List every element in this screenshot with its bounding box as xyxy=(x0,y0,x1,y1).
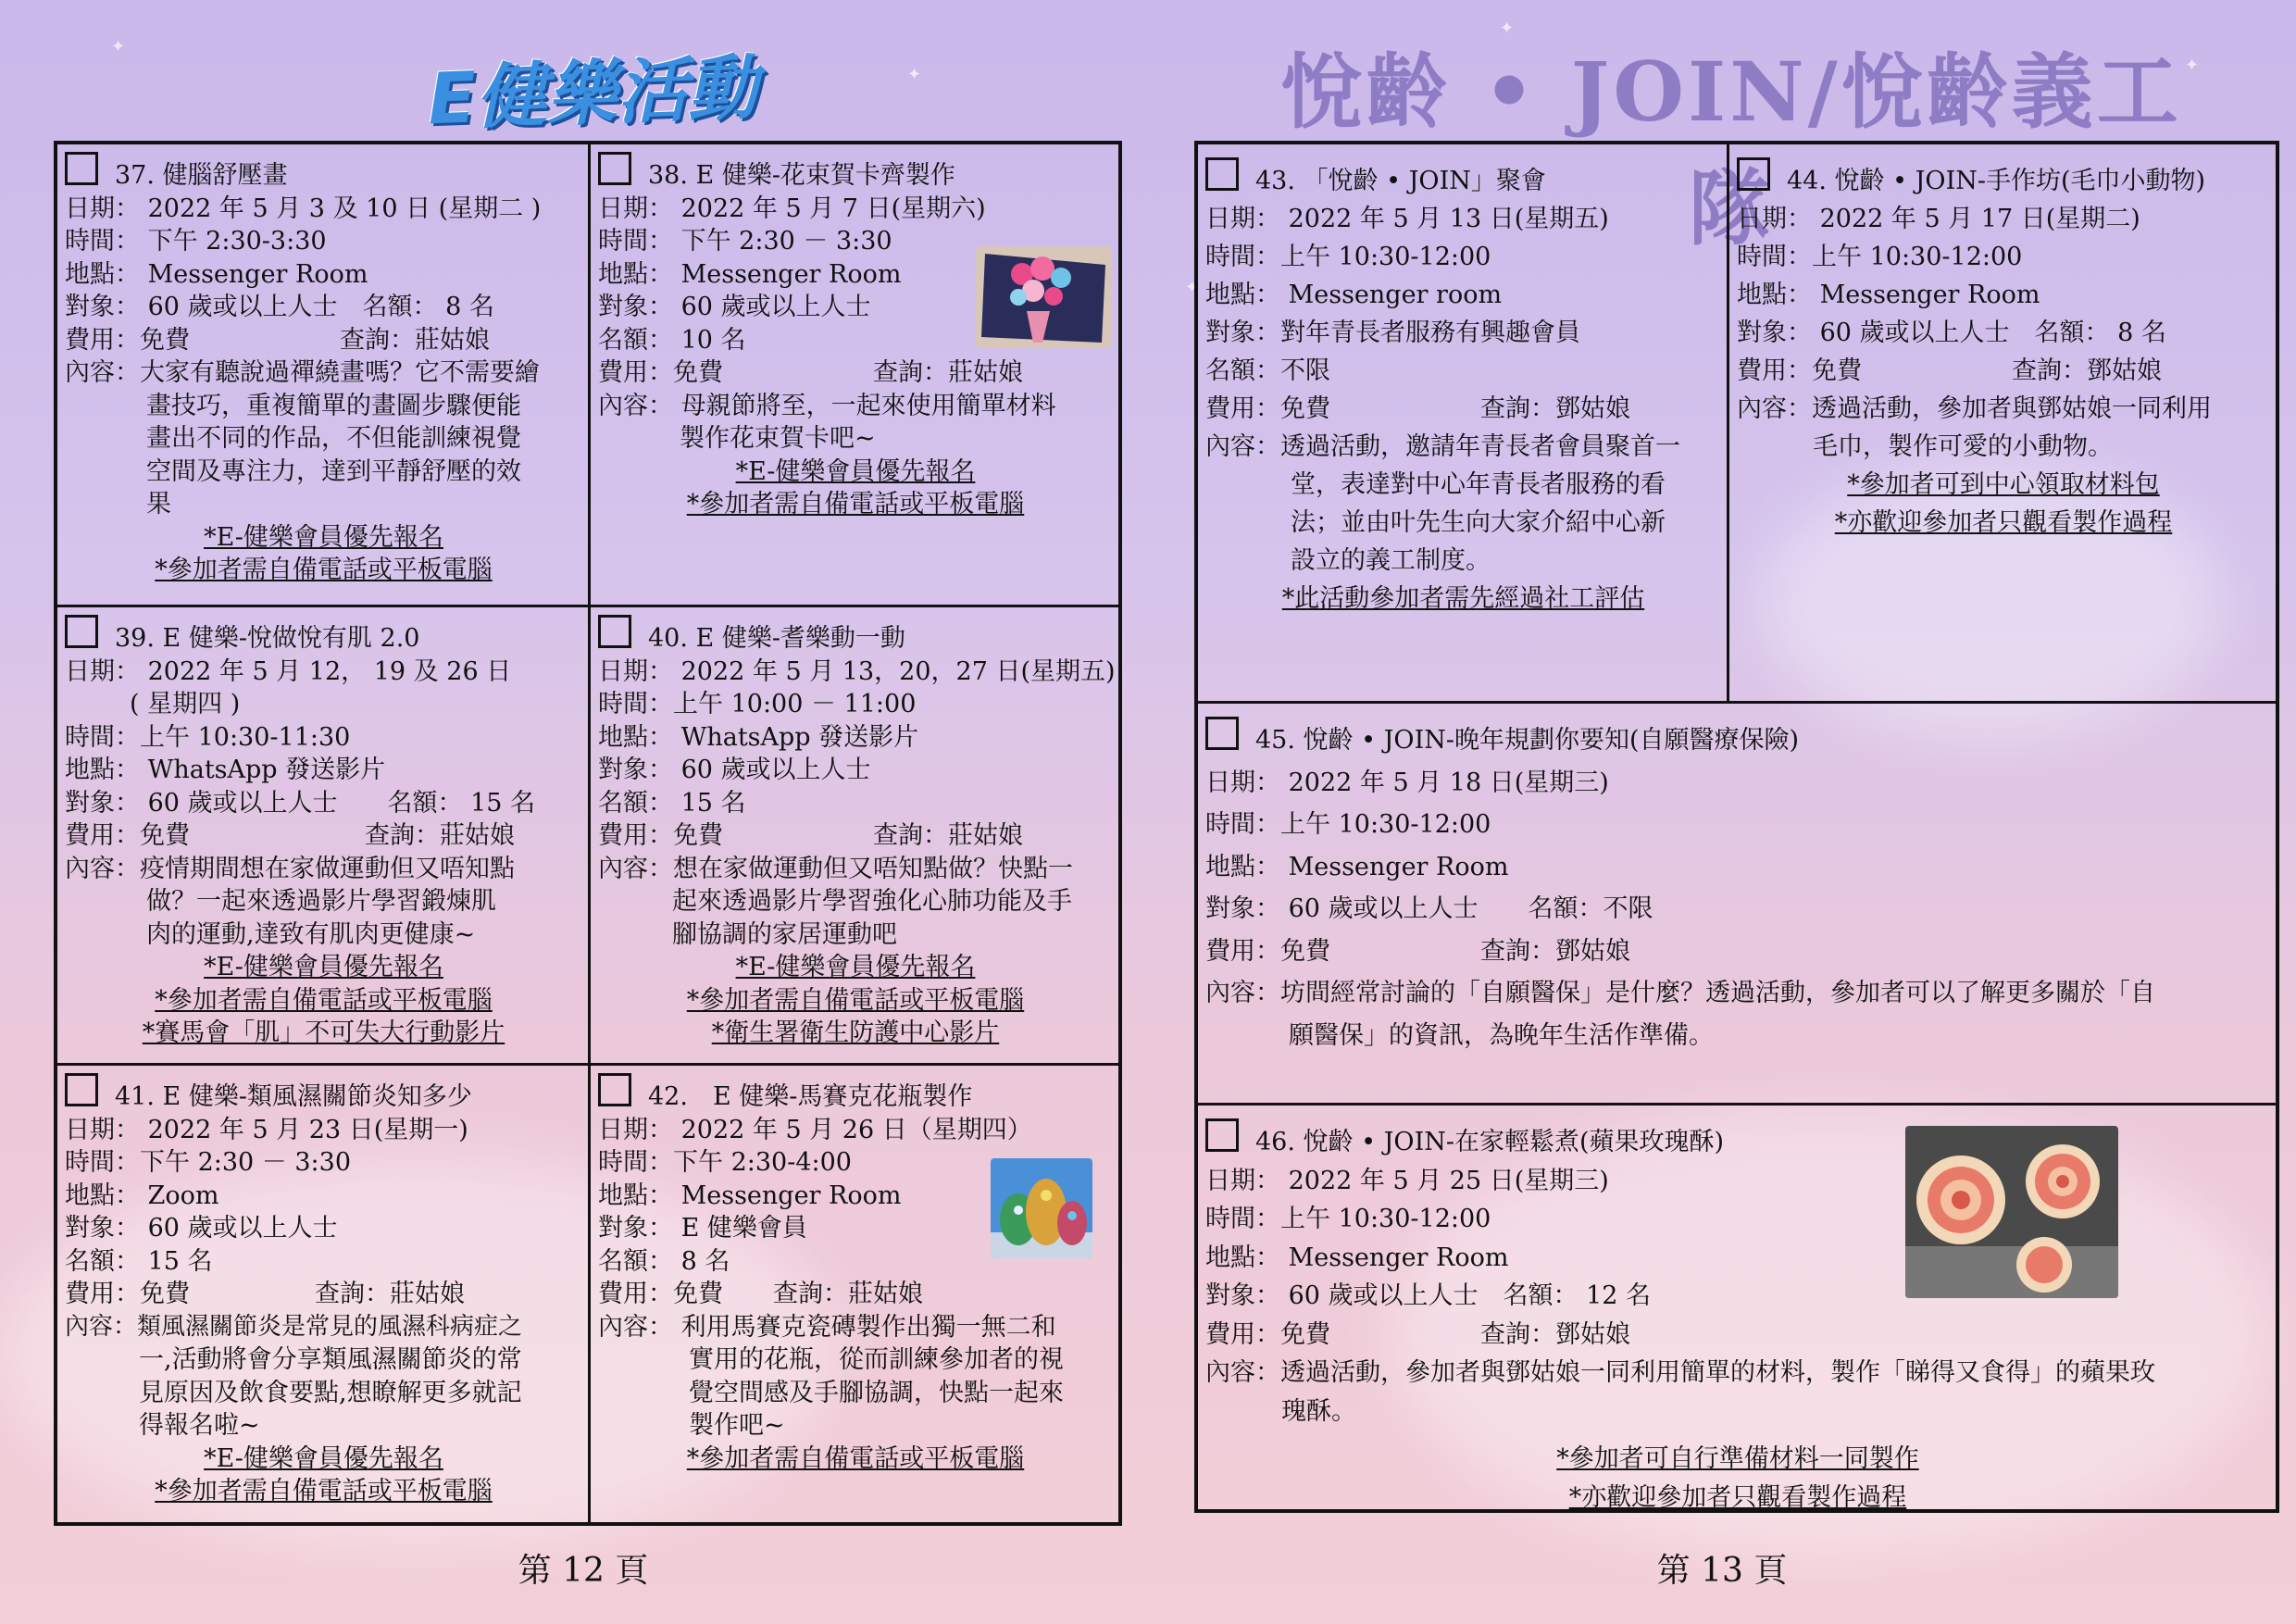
activity-card-38 xyxy=(591,144,1118,607)
activity-note: *參加者需自備電話或平板電腦 xyxy=(686,490,1025,518)
activity-note: *參加者可到中心領取材料包 xyxy=(1847,470,2160,499)
sparkle-decoration: ✦ xyxy=(2185,56,2200,75)
activity-title: 38. E 健樂-花束賀卡齊製作 xyxy=(648,161,955,190)
activity-content: 空間及專注力，達到平靜舒壓的效 xyxy=(146,456,521,486)
activity-title: 42. E 健樂-馬賽克花瓶製作 xyxy=(648,1082,973,1111)
activity-note: *參加者需自備電話或平板電腦 xyxy=(155,985,493,1015)
activity-content: 堂，表達對中心年青長者服務的看 xyxy=(1291,470,1666,499)
activity-content: 內容： 利用馬賽克瓷磚製作出獨一無二和 xyxy=(598,1312,1056,1342)
activity-grid xyxy=(1194,141,2279,1513)
sparkle-decoration: ✦ xyxy=(907,65,922,84)
activity-target: 對象： 60 歲或以上人士 名額： 15 名 xyxy=(65,788,536,818)
activity-date: 日期： 2022 年 5 月 13，20，27 日(星期五) xyxy=(598,656,1116,686)
checkbox[interactable] xyxy=(65,615,98,648)
activity-note: *亦歡迎參加者只觀看製作過程 xyxy=(1568,1482,1907,1512)
apple-rose-pastry-photo xyxy=(1905,1126,2118,1298)
activity-content: 覺空間感及手腳協調，快點一起來 xyxy=(689,1378,1064,1407)
activity-place: 地點： Messenger Room xyxy=(598,1181,902,1210)
activity-content: 果 xyxy=(146,490,171,518)
activity-place: 地點： Messenger Room xyxy=(65,259,368,289)
activity-content: 實用的花瓶，從而訓練參加者的視 xyxy=(689,1345,1064,1374)
activity-title: 40. E 健樂-耆樂動一動 xyxy=(648,624,905,653)
sparkle-decoration: ✦ xyxy=(1500,19,1515,38)
activity-quota: 名額：不限 xyxy=(1205,356,1330,385)
activity-note: *此活動參加者需先經過社工評估 xyxy=(1281,584,1645,613)
activity-fee: 費用：免費 查詢：鄧姑娘 xyxy=(1205,1319,1630,1349)
activity-title: 37. 健腦舒壓畫 xyxy=(115,161,288,190)
activity-target: 對象： E 健樂會員 xyxy=(598,1214,807,1243)
activity-place: 地點： Zoom xyxy=(65,1181,219,1210)
activity-date: 日期： 2022 年 5 月 26 日（星期四） xyxy=(598,1115,1032,1144)
activity-date: 日期： 2022 年 5 月 17 日(星期二) xyxy=(1737,205,2140,233)
activity-content: 內容：類風濕關節炎是常見的風濕科病症之 xyxy=(65,1312,523,1341)
activity-note: *E-健樂會員優先報名 xyxy=(204,953,443,981)
activity-grid xyxy=(54,141,1122,1526)
activity-content: 內容：透過活動，邀請年青長者會員聚首一 xyxy=(1205,432,1680,461)
activity-time: 時間：上午 10:30-12:00 xyxy=(1205,1205,1491,1233)
activity-content: 畫技巧，重複簡單的畫圖步驟便能 xyxy=(146,391,521,420)
page-number: 第 12 頁 xyxy=(518,1552,649,1590)
sparkle-decoration: ✦ xyxy=(111,37,126,56)
activity-card-46 xyxy=(1198,1106,2276,1512)
activity-note: *參加者可自行準備材料一同製作 xyxy=(1556,1444,1919,1473)
activity-content: 得報名啦~ xyxy=(139,1411,260,1440)
activity-place: 地點： Messenger Room xyxy=(1205,852,1509,881)
activity-note: *賽馬會「肌」不可失大行動影片 xyxy=(142,1018,505,1047)
activity-title: 41. E 健樂-類風濕關節炎知多少 xyxy=(115,1082,472,1111)
checkbox[interactable] xyxy=(598,1073,631,1106)
activity-target: 對象： 60 歲或以上人士 xyxy=(598,756,871,784)
page-13 xyxy=(1148,0,2296,1624)
activity-fee: 費用：免費 查詢：莊姑娘 xyxy=(65,821,515,850)
activity-quota: 名額： 8 名 xyxy=(598,1246,730,1276)
activity-title: 46. 悅齡 • JOIN-在家輕鬆煮(蘋果玫瑰酥) xyxy=(1255,1128,1725,1156)
activity-card-37 xyxy=(57,144,591,607)
activity-place: 地點： Messenger room xyxy=(1205,281,1503,309)
activity-date: 日期： 2022 年 5 月 7 日(星期六) xyxy=(598,194,986,223)
activity-content: 做？一起來透過影片學習鍛煉肌 xyxy=(146,887,496,916)
activity-fee: 費用：免費 查詢：莊姑娘 xyxy=(65,325,490,355)
activity-date: 日期： 2022 年 5 月 25 日(星期三) xyxy=(1205,1166,1609,1195)
page-title: 悅齡 • JOIN/悅齡義工隊 xyxy=(1280,44,2182,256)
activity-content: 設立的義工制度。 xyxy=(1291,546,1491,575)
activity-content: 一,活動將會分享類風濕關節炎的常 xyxy=(139,1345,522,1374)
activity-title: 39. E 健樂-悅做悅有肌 2.0 xyxy=(115,624,420,653)
checkbox[interactable] xyxy=(1205,1118,1239,1152)
activity-note: *參加者需自備電話或平板電腦 xyxy=(686,985,1025,1015)
activity-content: 內容：疫情期間想在家做運動但又唔知點 xyxy=(65,854,515,883)
activity-content: 瑰酥。 xyxy=(1281,1396,1356,1426)
activity-content: 願醫保」的資訊，為晚年生活作準備。 xyxy=(1289,1020,1714,1050)
activity-target: 對象：對年青長者服務有興趣會員 xyxy=(1205,319,1580,347)
activity-note: *參加者需自備電話或平板電腦 xyxy=(155,556,493,584)
activity-place: 地點： Messenger Room xyxy=(1205,1243,1509,1272)
activity-fee: 費用：免費 查詢：鄧姑娘 xyxy=(1205,394,1630,423)
activity-time: 時間：上午 10:30-12:00 xyxy=(1737,243,2023,271)
activity-content: 見原因及飲食要點,想瞭解更多就記 xyxy=(139,1378,522,1407)
activity-date: 日期： 2022 年 5 月 23 日(星期一) xyxy=(65,1115,468,1144)
activity-time: 時間：上午 10:30-12:00 xyxy=(1205,810,1491,839)
activity-card-41 xyxy=(57,1066,591,1522)
activity-note: *E-健樂會員優先報名 xyxy=(204,522,443,552)
activity-quota: 名額： 10 名 xyxy=(598,325,746,355)
activity-date-weekday: ( 星期四 ) xyxy=(130,690,241,718)
activity-target: 對象： 60 歲或以上人士 xyxy=(65,1214,338,1243)
page-number: 第 13 頁 xyxy=(1656,1552,1788,1590)
activity-content: 腳協調的家居運動吧 xyxy=(672,919,897,949)
activity-content: 內容：大家有聽說過禪繞畫嗎？它不需要繪 xyxy=(65,358,540,387)
activity-time: 時間： 下午 2:30 － 3:30 xyxy=(598,227,892,256)
activity-content: 肉的運動,達致有肌肉更健康~ xyxy=(146,919,476,949)
checkbox[interactable] xyxy=(65,152,98,185)
activity-content: 內容： 母親節將至，一起來使用簡單材料 xyxy=(598,391,1056,420)
activity-note: *參加者需自備電話或平板電腦 xyxy=(686,1443,1025,1473)
activity-content: 內容：坊間經常討論的「自願醫保」是什麼？透過活動，參加者可以了解更多關於「自 xyxy=(1205,979,2155,1007)
activity-date: 日期： 2022 年 5 月 3 及 10 日 (星期二 ) xyxy=(65,194,542,223)
activity-content: 製作花束賀卡吧~ xyxy=(680,424,876,453)
activity-card-40 xyxy=(591,607,1118,1066)
checkbox[interactable] xyxy=(1205,717,1239,750)
activity-card-43 xyxy=(1198,144,1729,704)
activity-fee: 費用：免費 查詢：莊姑娘 xyxy=(598,1280,923,1308)
activity-time: 時間：上午 10:30-11:30 xyxy=(65,722,351,752)
activity-fee: 費用：免費 查詢：鄧姑娘 xyxy=(1737,356,2162,385)
activity-note: *E-健樂會員優先報名 xyxy=(735,456,976,486)
activity-time: 時間：下午 2:30 － 3:30 xyxy=(65,1148,352,1177)
checkbox[interactable] xyxy=(598,615,631,648)
activity-card-44 xyxy=(1729,144,2276,704)
activity-quota: 名額： 15 名 xyxy=(65,1246,213,1276)
checkbox[interactable] xyxy=(1205,157,1239,191)
activity-date: 日期： 2022 年 5 月 18 日(星期三) xyxy=(1205,768,1609,797)
activity-time: 時間： 下午 2:30-3:30 xyxy=(65,227,327,256)
activity-card-39 xyxy=(57,607,591,1066)
activity-title: 45. 悅齡 • JOIN-晚年規劃你要知(自願醫療保險) xyxy=(1255,726,1800,755)
checkbox[interactable] xyxy=(1737,157,1770,191)
activity-content: 毛巾，製作可愛的小動物。 xyxy=(1813,432,2113,461)
activity-date: 日期： 2022 年 5 月 13 日(星期五) xyxy=(1205,205,1609,233)
activity-place: 地點： Messenger Room xyxy=(1737,281,2040,309)
activity-note: *E-健樂會員優先報名 xyxy=(204,1443,443,1473)
activity-note: *亦歡迎參加者只觀看製作過程 xyxy=(1834,508,2173,537)
activity-fee: 費用：免費 查詢：鄧姑娘 xyxy=(1205,936,1630,966)
activity-place: 地點： WhatsApp 發送影片 xyxy=(598,722,919,752)
activity-card-45 xyxy=(1198,704,2276,1106)
mosaic-vase-photo xyxy=(991,1158,1092,1258)
activity-place: 地點： Messenger Room xyxy=(598,259,902,289)
activity-content: 製作吧~ xyxy=(689,1411,785,1440)
activity-content: 內容：透過活動，參加者與鄧姑娘一同利用簡單的材料，製作「睇得又食得」的蘋果玫 xyxy=(1205,1358,2155,1387)
activity-content: 法；並由叶先生向大家介紹中心新 xyxy=(1291,508,1666,537)
activity-quota: 名額： 15 名 xyxy=(598,788,746,818)
activity-place: 地點： WhatsApp 發送影片 xyxy=(65,756,386,784)
activity-note: *E-健樂會員優先報名 xyxy=(735,953,976,981)
activity-target: 對象： 60 歲或以上人士 名額：不限 xyxy=(1205,894,1653,923)
activity-note: *參加者需自備電話或平板電腦 xyxy=(155,1477,493,1505)
activity-target: 對象： 60 歲或以上人士 名額： 8 名 xyxy=(1737,319,2166,347)
activity-time: 時間：上午 10:30-12:00 xyxy=(1205,243,1491,271)
activity-fee: 費用：免費 查詢：莊姑娘 xyxy=(598,358,1023,387)
activity-title: 43. 「悅齡 • JOIN」聚會 xyxy=(1255,167,1546,195)
activity-content: 內容：透過活動，參加者與鄧姑娘一同利用 xyxy=(1737,394,2212,423)
activity-target: 對象： 60 歲或以上人士 xyxy=(598,293,871,321)
activity-title: 44. 悅齡 • JOIN-手作坊(毛巾小動物) xyxy=(1787,167,2206,195)
activity-note: *衛生署衛生防護中心影片 xyxy=(711,1018,1000,1047)
activity-content: 內容：想在家做運動但又唔知點做？快點一 xyxy=(598,854,1073,883)
sparkle-decoration: ✦ xyxy=(1185,278,1200,297)
checkbox[interactable] xyxy=(65,1073,98,1106)
activity-time: 時間：上午 10:00 － 11:00 xyxy=(598,690,917,718)
activity-content: 畫出不同的作品，不但能訓練視覺 xyxy=(146,424,521,453)
activity-date: 日期： 2022 年 5 月 12， 19 及 26 日 xyxy=(65,656,512,686)
page-title: E健樂活動 xyxy=(426,45,759,141)
activity-target: 對象： 60 歲或以上人士 名額： 12 名 xyxy=(1205,1281,1652,1310)
activity-card-42 xyxy=(591,1066,1118,1522)
checkbox[interactable] xyxy=(598,152,631,185)
activity-fee: 費用：免費 查詢：莊姑娘 xyxy=(598,821,1023,850)
activity-time: 時間：下午 2:30-4:00 xyxy=(598,1148,852,1177)
activity-content: 起來透過影片學習強化心肺功能及手 xyxy=(672,887,1072,916)
activity-fee: 費用：免費 查詢：莊姑娘 xyxy=(65,1280,465,1308)
activity-target: 對象： 60 歲或以上人士 名額： 8 名 xyxy=(65,293,494,321)
flower-card-photo xyxy=(976,246,1111,348)
